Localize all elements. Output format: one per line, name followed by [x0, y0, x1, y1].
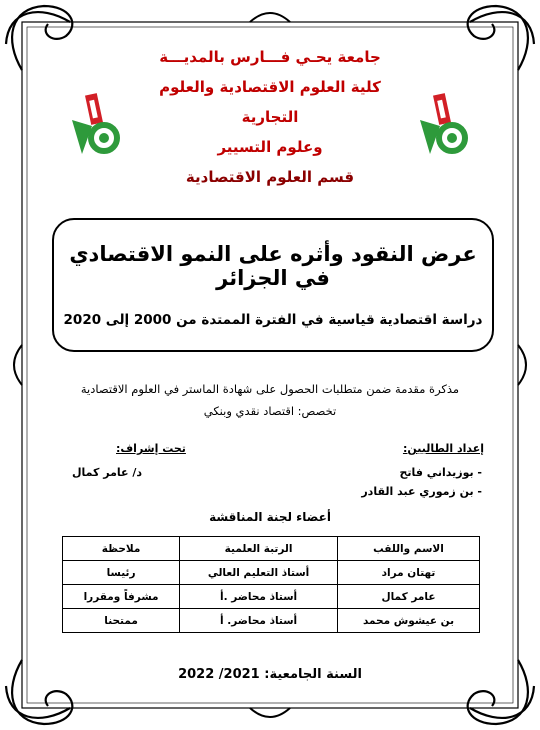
thesis-subtitle: دراسة اقتصادية قياسية في الفترة الممتدة من 2000 إلى 2020	[63, 312, 483, 328]
table-row	[63, 585, 480, 609]
table-header-row	[63, 537, 480, 561]
column-header: الرتبة العلمية	[180, 537, 338, 561]
title-box	[52, 218, 494, 352]
table-cell: أستاذ محاضر. أ	[180, 609, 338, 633]
thesis-title: عرض النقود وأثره على النمو الاقتصادي في الجزائر	[69, 242, 477, 290]
table-cell: عامر كمال	[338, 585, 480, 609]
specialty-line: تخصص: اقتصاد نقدي وبنكي	[203, 404, 337, 418]
supervisor-heading: تحت إشراف:	[116, 442, 186, 455]
memo-statement	[60, 378, 480, 422]
academic-year: السنة الجامعية: 2021/ 2022	[178, 667, 362, 682]
column-header: ملاحظة	[63, 537, 180, 561]
committee-heading: أعضاء لجنة المناقشة	[209, 510, 331, 524]
faculty-name-cont: وعلوم التسيير	[217, 138, 323, 156]
institution-header	[150, 42, 390, 192]
memo-line: مذكرة مقدمة ضمن متطلبات الحصول على شهادة الماستر في العلوم الاقتصادية	[80, 382, 460, 396]
university-logo-left	[66, 92, 122, 158]
table-row	[63, 609, 480, 633]
students-list	[361, 463, 482, 501]
student-name: - بن زموري عبد القادر	[361, 485, 482, 498]
table-cell: تهتان مراد	[338, 561, 480, 585]
supervisor-name: د/ عامر كمال	[72, 466, 143, 479]
corner-ornament	[6, 6, 72, 70]
students-heading: إعداد الطالبين:	[402, 442, 484, 455]
column-header: الاسم واللقب	[338, 537, 480, 561]
university-logo-right	[414, 92, 470, 158]
table-row	[63, 561, 480, 585]
table-cell: ممتحنا	[63, 609, 180, 633]
department-name: قسم العلوم الاقتصادية	[185, 168, 355, 186]
table-cell: أستاذ محاضر .أ	[180, 585, 338, 609]
table-cell: رئيسا	[63, 561, 180, 585]
table-cell: بن عيشوش محمد	[338, 609, 480, 633]
faculty-name: كلية العلوم الاقتصادية والعلوم التجارية	[159, 78, 381, 126]
student-name: - بوزيداني فاتح	[399, 466, 482, 479]
table-cell: أستاذ التعليم العالي	[180, 561, 338, 585]
table-cell: مشرفاً ومقررا	[63, 585, 180, 609]
committee-table	[62, 536, 480, 633]
university-name: جامعة يحـي فـــارس بالمديـــة	[159, 48, 381, 66]
